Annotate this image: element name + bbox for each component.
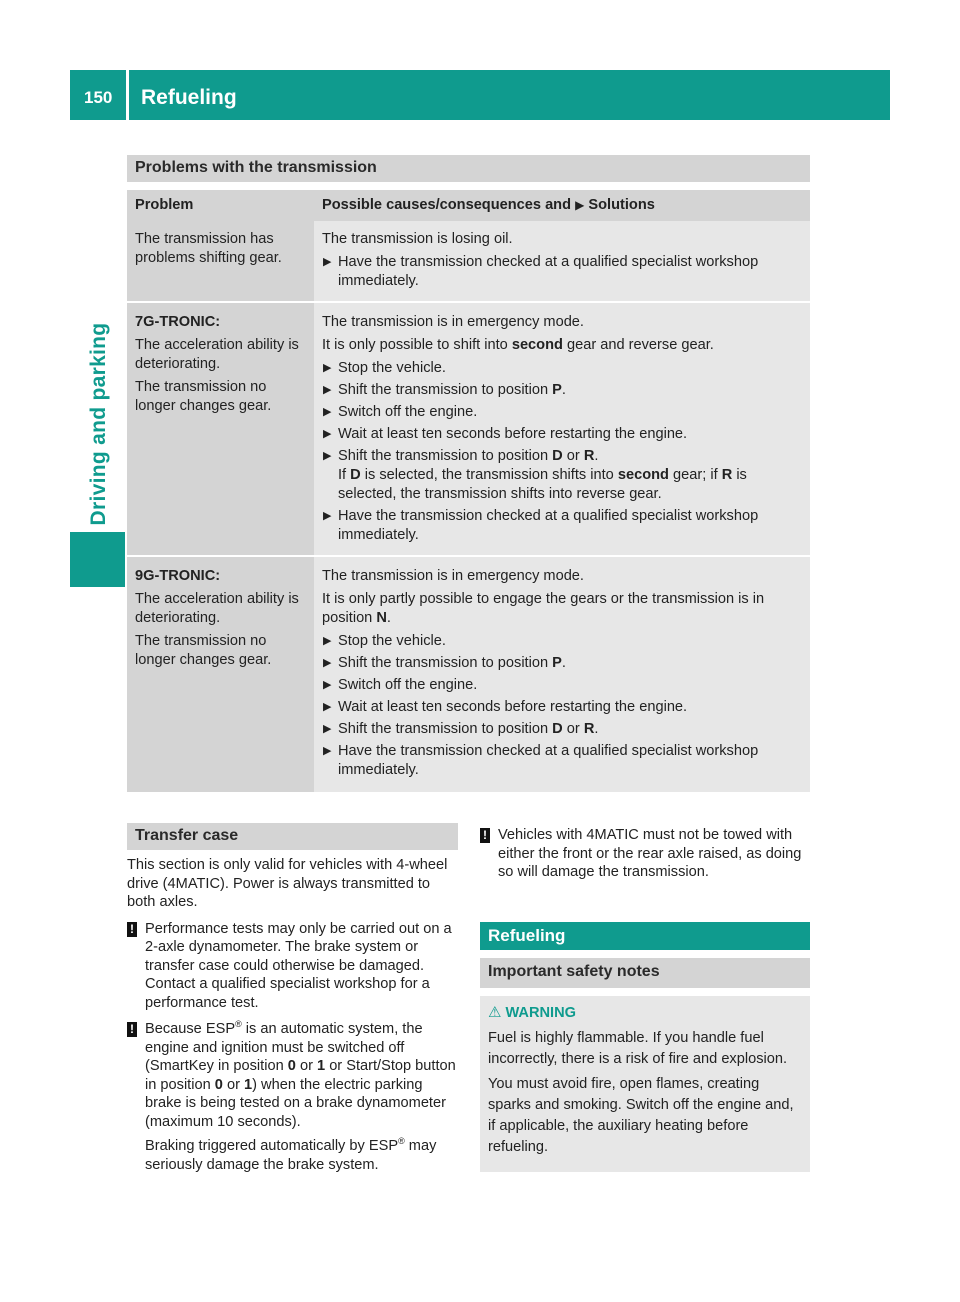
step-item: ▶ Stop the vehicle. [323,633,446,649]
arrow-right-icon: ▶ [323,510,332,522]
safety-notes-title: Important safety notes [480,958,810,988]
transfer-case-intro: This section is only valid for vehicles with 4-wheel drive (4MATIC). Power is always transmitted to both axles. [127,857,448,910]
problems-section-title: Problems with the transmission [127,155,810,182]
caution-note: ! Performance tests may only be carried out on a 2-axle dynamometer. The brake system or transfer case could otherwise be damaged. Contact a qualified specialist workshop for a performance test. [127,920,458,1013]
column-header-problem: Problem [127,190,314,221]
arrow-right-icon: ▶ [323,679,332,691]
solution-cell: The transmission is losing oil. ▶ Have the transmission checked at a qualified specialist workshop immediately. [314,221,810,301]
step-item: ▶ Shift the transmission to position D or R. If D is selected, the transmission shifts into second gear; if R is selected, the transmission shifts into reverse gear. [323,448,747,502]
step-item: ▶ Stop the vehicle. [323,360,446,376]
solution-cell: The transmission is in emergency mode. It is only partly possible to engage the gears or the transmission is in position N. ▶ Stop the vehicle. ▶ Shift the transmission to position P. ▶ Switch off the engine. ▶ Wait at least ten seconds before restarting the engine. ▶ Shift the transmission to position D or R. ▶ Have the transmission checked at a qualified specialist workshop immediately. [314,555,810,792]
arrow-right-icon: ▶ [323,657,332,669]
arrow-right-icon: ▶ [323,256,332,268]
step-item: ▶ Wait at least ten seconds before restarting the engine. [323,426,688,442]
arrow-right-icon: ▶ [575,198,585,212]
side-tab-marker [70,532,125,587]
exclamation-icon: ! [480,828,490,843]
solution-cell: The transmission is in emergency mode. It is only possible to shift into second gear and reverse gear. ▶ Stop the vehicle. ▶ Shift the transmission to position P. ▶ Switch off the engine. ▶ Wait at least ten seconds before restarting the engine. ▶ Shift the transmission to position D or R. If D is selected, the transmission shifts into second gear; if R is selected, the transmission shifts into reverse gear. ▶ Have the transmission checked at a qualified specialist workshop immediately. [314,301,810,555]
problems-table [127,190,810,792]
exclamation-icon: ! [127,1022,137,1037]
warning-triangle-icon: ⚠ [488,1003,502,1021]
table-row [127,221,810,301]
step-item: ▶ Switch off the engine. [323,404,478,420]
problem-cell: The transmission has problems shifting gear. [127,221,314,301]
step-item: ▶ Wait at least ten seconds before restarting the engine. [323,699,688,715]
step-item: ▶ Have the transmission checked at a qualified specialist workshop immediately. [323,743,759,778]
problem-cell: 7G-TRONIC: The acceleration ability is deteriorating. The transmission no longer changes gear. [127,301,314,555]
caution-note: ! Because ESP® is an automatic system, the engine and ignition must be switched off (SmartKey in position 0 or 1 or Start/Stop button in position 0 or 1) when the electric parking brake is being tested on a brake dynamometer (maximum 10 seconds). [127,1020,458,1131]
arrow-right-icon: ▶ [323,450,332,462]
exclamation-icon: ! [127,922,137,937]
page-number: 150 [84,88,113,107]
arrow-right-icon: ▶ [323,635,332,647]
transfer-case-section [127,823,458,1174]
step-item: ▶ Switch off the engine. [323,677,478,693]
arrow-right-icon: ▶ [323,745,332,757]
side-tab-label: Driving and parking [87,322,110,526]
transfer-case-title: Transfer case [127,823,458,850]
step-item: ▶ Have the transmission checked at a qualified specialist workshop immediately. [323,508,759,543]
step-item: ▶ Shift the transmission to position P. [323,655,566,671]
right-column [480,823,810,1172]
table-header-row [127,190,810,221]
refueling-section-title: Refueling [480,922,810,950]
arrow-right-icon: ▶ [323,723,332,735]
header-divider [126,70,129,120]
table-row [127,301,810,555]
arrow-right-icon: ▶ [323,701,332,713]
warning-box: ⚠ WARNING Fuel is highly flammable. If you handle fuel incorrectly, there is a risk of fire and explosion. You must avoid fire, open flames, creating sparks and smoking. Switch off the engine and, if applicable, the auxiliary heating before refueling. [480,996,810,1173]
column-header-solutions: Possible causes/consequences and ▶ Solutions [314,190,810,221]
arrow-right-icon: ▶ [323,428,332,440]
step-item: ▶ Shift the transmission to position D or R. [323,721,599,737]
page-header [70,70,890,120]
caution-note: ! Vehicles with 4MATIC must not be towed with either the front or the rear axle raised, as doing so will damage the transmission. [480,826,810,882]
problem-cell: 9G-TRONIC: The acceleration ability is deteriorating. The transmission no longer changes gear. [127,555,314,792]
arrow-right-icon: ▶ [323,406,332,418]
table-row [127,555,810,792]
step-item: ▶ Have the transmission checked at a qualified specialist workshop immediately. [323,254,759,289]
chapter-title: Refueling [141,86,237,109]
arrow-right-icon: ▶ [323,384,332,396]
step-item: ▶ Shift the transmission to position P. [323,382,566,398]
arrow-right-icon: ▶ [323,362,332,374]
caution-continuation: Braking triggered automatically by ESP® may seriously damage the brake system. [145,1136,437,1173]
